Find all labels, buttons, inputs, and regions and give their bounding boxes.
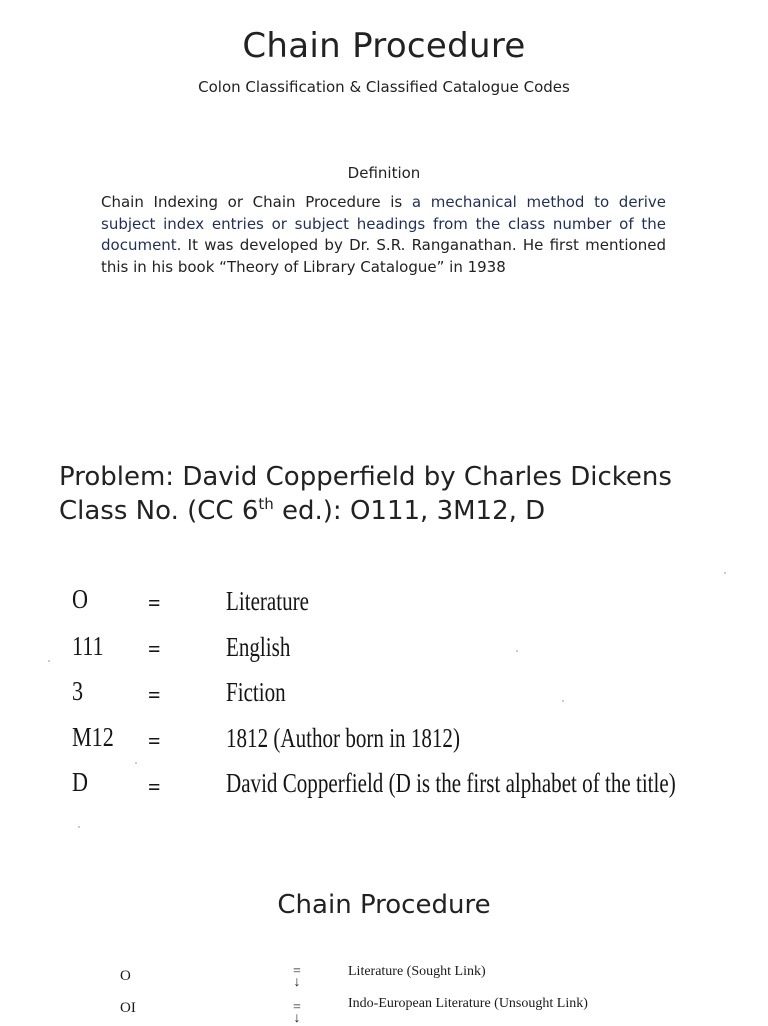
notation-meaning: English [226, 632, 291, 662]
notation-meaning: Fiction [226, 677, 286, 707]
class-number-line [59, 494, 739, 528]
chain-arrow: ↓ [293, 1011, 301, 1026]
notation-meaning: David Copperfield (D is the first alphabet of the title) [226, 768, 676, 798]
definition-heading: Definition [347, 164, 421, 182]
page-subtitle: Colon Classification & Classified Catalogue Codes [198, 78, 570, 96]
chain-equals: = [293, 964, 301, 979]
definition-text-2: It was developed by Dr. S.R. Ranganathan. He first mentioned this in his book “Theory of Library Catalogue” in 1938 [101, 236, 666, 276]
chain-equals: = [293, 1000, 301, 1015]
chain-text: Literature (Sought Link) [348, 964, 486, 979]
problem-line: Problem: David Copperfield by Charles Dickens [59, 462, 672, 492]
class-number-prefix: Class No. (CC 6 [59, 496, 259, 526]
chain-code: O [120, 968, 131, 984]
edition-superscript: th [258, 495, 274, 513]
definition-text-1: Chain Indexing or Chain Procedure is [101, 193, 412, 211]
notation-equals: = [148, 590, 161, 615]
chain-procedure-heading: Chain Procedure [277, 890, 491, 920]
chain-text: Indo-European Literature (Unsought Link) [348, 996, 588, 1011]
problem-statement [59, 460, 739, 528]
chain-symbol [290, 1002, 304, 1024]
definition-highlight: a mechanical method to derive subject index entries or subject headings from the class number of the document. [101, 193, 666, 254]
notation-equals: = [148, 728, 161, 753]
chain-symbol [290, 966, 304, 988]
notation-code: O [72, 584, 88, 614]
notation-code: 111 [72, 631, 104, 661]
notation-meaning: 1812 (Author born in 1812) [226, 723, 460, 753]
class-number-value: ed.): O111, 3M12, D [273, 496, 546, 526]
notation-code: 3 [72, 676, 84, 706]
notation-equals: = [148, 774, 161, 799]
notation-meaning: Literature [226, 586, 310, 616]
chain-arrow: ↓ [293, 975, 301, 990]
chain-code: OI [120, 1000, 136, 1016]
page-title: Chain Procedure [242, 26, 526, 66]
notation-equals: = [148, 682, 161, 707]
notation-code: D [72, 767, 88, 797]
notation-equals: = [148, 636, 161, 661]
notation-code: M12 [72, 722, 114, 752]
definition-paragraph [101, 192, 666, 278]
